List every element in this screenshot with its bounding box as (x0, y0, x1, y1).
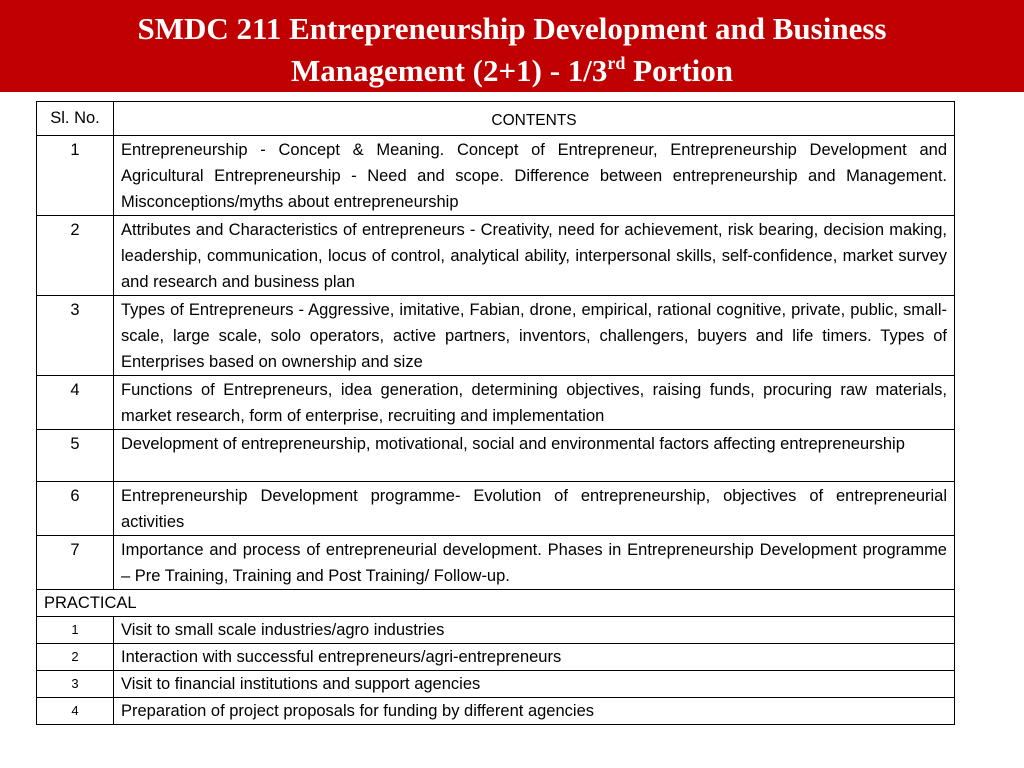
row-contents: Entrepreneurship - Concept & Meaning. Concept of Entrepreneur, Entrepreneurship Development and Agricultural Entrepreneurship - Need and scope. Difference between entrepreneurship and Management. Misconceptions/myths about entrepreneurship (114, 136, 955, 216)
practical-row (37, 698, 955, 725)
row-number: 5 (37, 430, 114, 482)
row-contents: Importance and process of entrepreneurial development. Phases in Entrepreneurship Development programme – Pre Training, Training and Post Training/ Follow-up. (114, 536, 955, 590)
table-row (37, 430, 955, 482)
row-contents: Functions of Entrepreneurs, idea generation, determining objectives, raising funds, procuring raw materials, market research, form of enterprise, recruiting and implementation (114, 376, 955, 430)
table-row (37, 482, 955, 536)
title-line-2-superscript: rd (607, 53, 626, 73)
practical-section-row (37, 590, 955, 617)
practical-contents: Visit to financial institutions and support agencies (114, 671, 955, 698)
row-number: 7 (37, 536, 114, 590)
table-header-row (37, 102, 955, 136)
row-number: 1 (37, 136, 114, 216)
row-contents: Attributes and Characteristics of entrepreneurs - Creativity, need for achievement, risk bearing, decision making, leadership, communication, locus of control, analytical ability, interpersonal skills, self-confidence, market survey and research and business plan (114, 216, 955, 296)
practical-number: 2 (37, 644, 114, 671)
header-sl-no: Sl. No. (37, 102, 114, 136)
row-number: 2 (37, 216, 114, 296)
page-title-line-2 (0, 50, 1024, 92)
row-number: 4 (37, 376, 114, 430)
practical-row (37, 617, 955, 644)
row-contents: Entrepreneurship Development programme- Evolution of entrepreneurship, objectives of entrepreneurial activities (114, 482, 955, 536)
table-row (37, 376, 955, 430)
practical-contents: Preparation of project proposals for funding by different agencies (114, 698, 955, 725)
practical-contents: Visit to small scale industries/agro industries (114, 617, 955, 644)
practical-heading: PRACTICAL (37, 590, 955, 617)
header-contents: CONTENTS (114, 102, 955, 136)
table-row (37, 216, 955, 296)
table-row (37, 136, 955, 216)
practical-contents: Interaction with successful entrepreneurs/agri-entrepreneurs (114, 644, 955, 671)
page-title-line-1: SMDC 211 Entrepreneurship Development and Business (137, 11, 887, 46)
practical-number: 1 (37, 617, 114, 644)
row-number: 6 (37, 482, 114, 536)
practical-number: 4 (37, 698, 114, 725)
row-contents: Types of Entrepreneurs - Aggressive, imitative, Fabian, drone, empirical, rational cognitive, private, public, small-scale, large scale, solo operators, active partners, inventors, challengers, buyers and life timers. Types of Enterprises based on ownership and size (114, 296, 955, 376)
row-number: 3 (37, 296, 114, 376)
table-row (37, 536, 955, 590)
title-line-2-end: Portion (625, 53, 734, 88)
practical-row (37, 644, 955, 671)
title-banner (0, 0, 1024, 92)
syllabus-table (36, 101, 955, 725)
title-line-2-main: Management (2+1) - 1/3 (290, 53, 608, 88)
practical-number: 3 (37, 671, 114, 698)
row-contents: Development of entrepreneurship, motivational, social and environmental factors affecting entrepreneurship (114, 430, 955, 482)
practical-row (37, 671, 955, 698)
table-row (37, 296, 955, 376)
